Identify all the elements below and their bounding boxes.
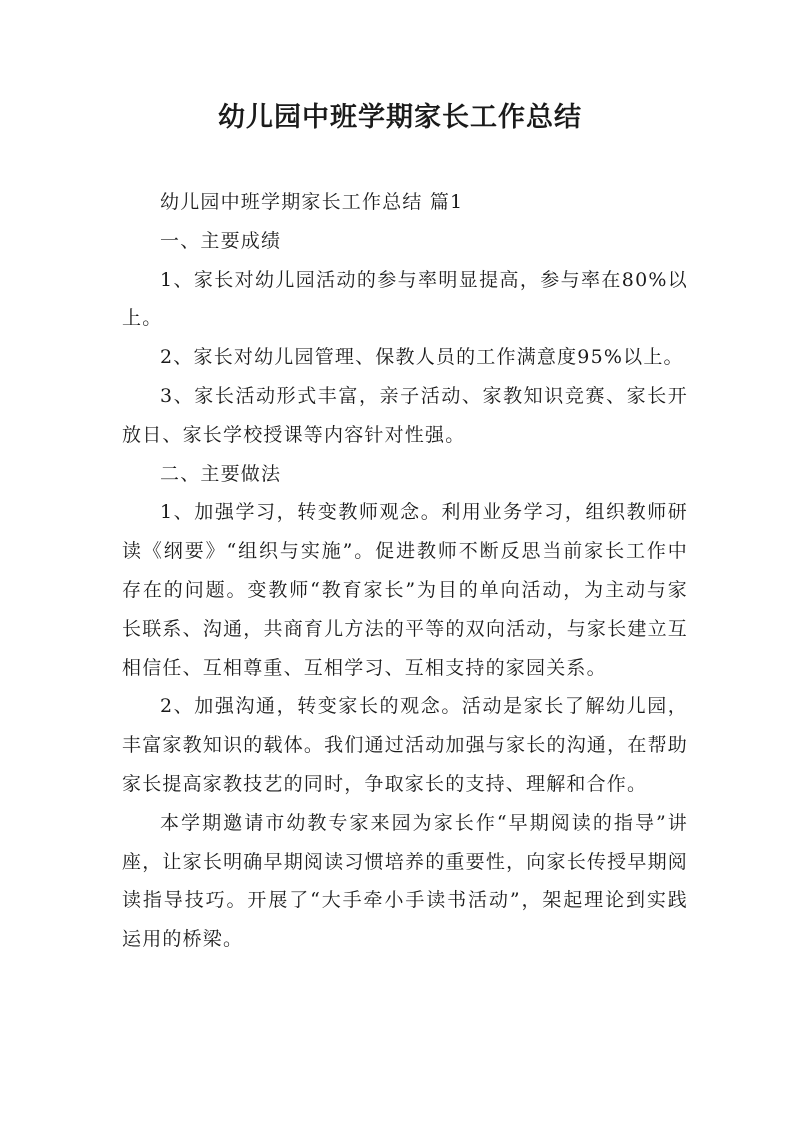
paragraph-article-heading: 幼儿园中班学期家长工作总结 篇1 (160, 191, 464, 213)
document-body (122, 183, 688, 959)
paragraph-method-2: 2、加强沟通，转变家长的观念。活动是家长了解幼儿园，丰富家教知识的载体。我们通过活动加强与家长的沟通，在帮助家长提高家教技艺的同时，争取家长的支持、理解和合作。 (122, 695, 688, 795)
paragraph-achievement-1: 1、家长对幼儿园活动的参与率明显提高，参与率在80%以上。 (122, 268, 688, 330)
paragraph-method-1: 1、加强学习，转变教师观念。利用业务学习，组织教师研读《纲要》“组织与实施”。促进教师不断反思当前家长工作中存在的问题。变教师“教育家长”为目的单向活动，为主动与家长联系、沟通，共商育儿方法的平等的双向活动，与家长建立互相信任、互相尊重、互相学习、互相支持的家园关系。 (122, 501, 688, 679)
paragraph-lecture: 本学期邀请市幼教专家来园为家长作“早期阅读的指导”讲座，让家长明确早期阅读习惯培养的重要性，向家长传授早期阅读指导技巧。开展了“大手牵小手读书活动”，架起理论到实践运用的桥梁。 (122, 811, 688, 951)
paragraph-achievement-2: 2、家长对幼儿园管理、保教人员的工作满意度95%以上。 (160, 346, 684, 369)
paragraph-section-heading-achievements: 一、主要成绩 (160, 229, 282, 252)
paragraph-achievement-3: 3、家长活动形式丰富，亲子活动、家教知识竞赛、家长开放日、家长学校授课等内容针对性强。 (122, 384, 688, 446)
paragraph-section-heading-methods: 二、主要做法 (160, 462, 282, 485)
document-title: 幼儿园中班学期家长工作总结 (218, 102, 582, 133)
